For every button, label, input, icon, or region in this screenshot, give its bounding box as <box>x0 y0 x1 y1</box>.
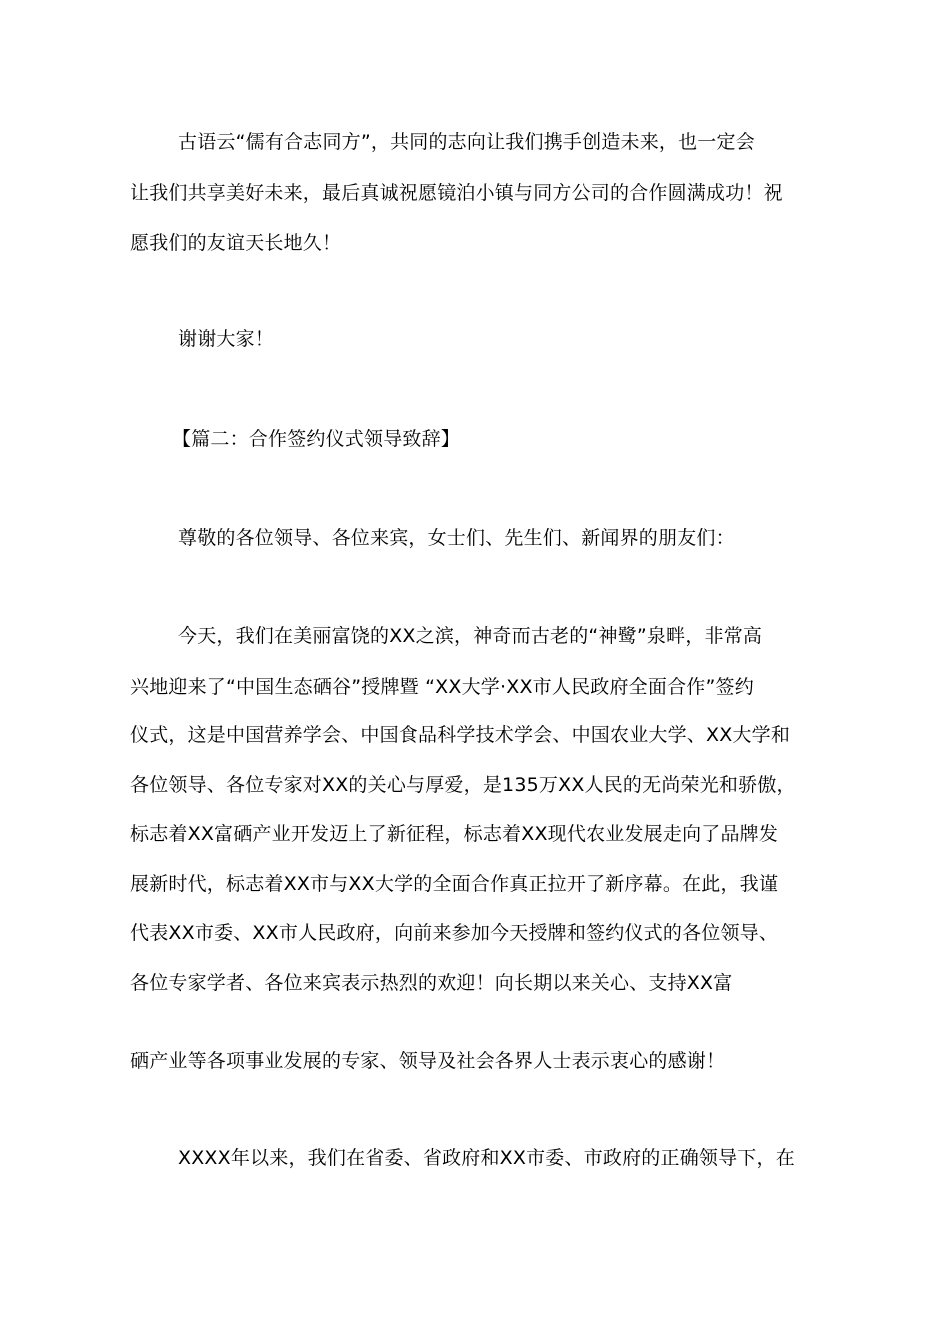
salutation: 尊敬的各位领导、各位来宾，女士们、先生们、新闻界的朋友们： <box>178 527 735 549</box>
main-paragraph-line-3: 仪式，这是中国营养学会、中国食品科学技术学会、中国农业大学、XX大学和 <box>130 724 791 746</box>
main-paragraph-line-4: 各位领导、各位专家对XX的关心与厚爱，是135万XX人民的无尚荣光和骄傲， <box>130 774 796 796</box>
next-paragraph-line-1: XXXX年以来，我们在省委、省政府和XX市委、市政府的正确领导下，在 <box>178 1147 795 1169</box>
closing-paragraph-line-2: 让我们共享美好未来，最后真诚祝愿镜泊小镇与同方公司的合作圆满成功！祝 <box>130 182 783 204</box>
main-paragraph-line-8: 各位专家学者、各位来宾表示热烈的欢迎！向长期以来关心、支持XX富 <box>130 972 733 994</box>
main-paragraph-line-9: 硒产业等各项事业发展的专家、领导及社会各界人士表示衷心的感谢！ <box>130 1050 726 1072</box>
closing-paragraph-line-3: 愿我们的友谊天长地久！ <box>130 232 342 254</box>
main-paragraph-line-6: 展新时代，标志着XX市与XX大学的全面合作真正拉开了新序幕。在此，我谨 <box>130 873 779 895</box>
section-title: 【篇二：合作签约仪式领导致辞】 <box>172 428 461 450</box>
main-paragraph-line-5: 标志着XX富硒产业开发迈上了新征程，标志着XX现代农业发展走向了品牌发 <box>130 823 779 845</box>
main-paragraph-line-7: 代表XX市委、XX市人民政府，向前来参加今天授牌和签约仪式的各位领导、 <box>130 922 779 944</box>
thanks-line: 谢谢大家！ <box>178 328 275 350</box>
main-paragraph-line-2: 兴地迎来了“中国生态硒谷”授牌暨 “XX大学·XX市人民政府全面合作”签约 <box>130 676 754 698</box>
main-paragraph-line-1: 今天，我们在美丽富饶的XX之滨，神奇而古老的“神鹭”泉畔，非常高 <box>178 625 763 647</box>
closing-paragraph-line-1: 古语云“儒有合志同方”，共同的志向让我们携手创造未来，也一定会 <box>178 131 755 153</box>
